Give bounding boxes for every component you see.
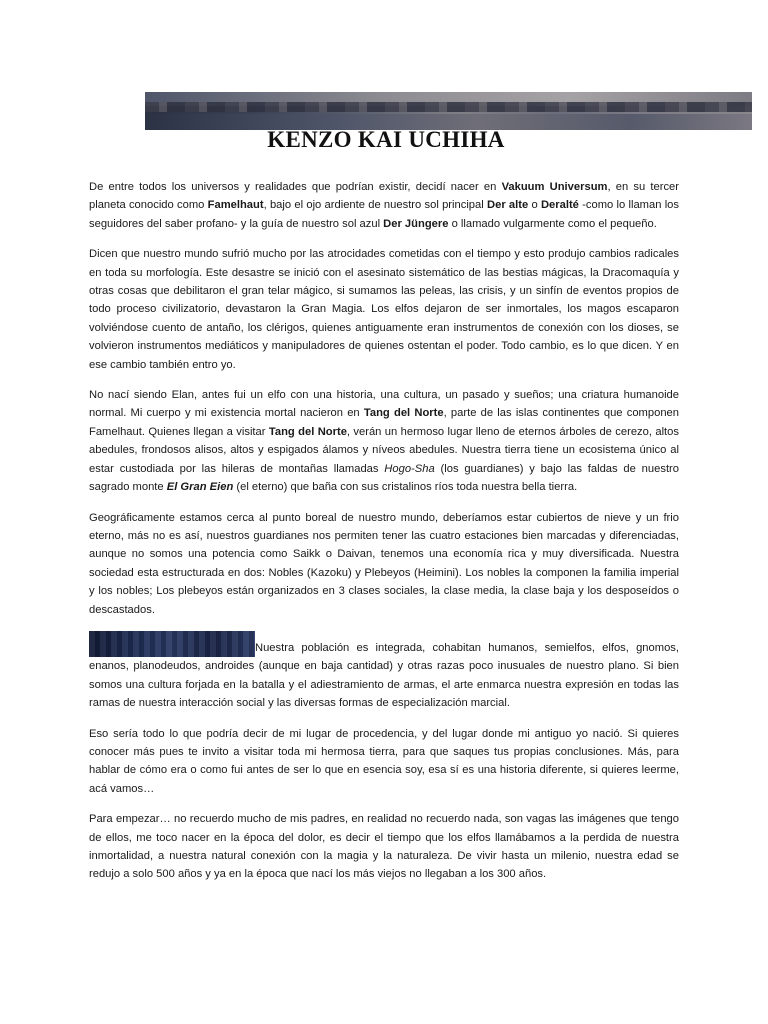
text-run: , verán un hermoso lugar lleno de eternos árboles de cerezo, altos abedules, frondosos alisos, altos y espigados álamos y níveos abedules. Nuestra tierra tiene un ecosistema único al estar custodiada por las hileras de montañas llamadas [89,425,679,475]
text-run: De entre todos los universos y realidades que podrían existir, decidí nacer en [89,181,502,193]
paragraph-1 [89,178,679,233]
document-body [89,178,679,896]
bold-term: Tang del Norte [268,425,347,438]
bold-italic-term: El Gran Eien [166,481,234,494]
bold-term: Deralté [540,199,579,212]
text-run: , en su tercer planeta conocido como [89,181,680,212]
paragraph-3 [89,386,679,496]
paragraph-4: Geográficamente estamos cerca al punto boreal de nuestro mundo, deberíamos estar cubiertos de nieve y un frio eterno, más no es así, nuestros guardianes nos permiten tener las cuatro estaciones bien marcadas y diferenciadas, aunque no somos una potencia como Saikk o Daivan, tenemos una economía rica y muy diversificada. Nuestra sociedad esta estructurada en dos: Nobles (Kazoku) y Plebeyos (Heimini). Los nobles la componen la familia imperial y los nobles; Los plebeyos están organizados en 3 clases sociales, la clase media, la clase baja y los desposeídos o descastados. [89,511,679,616]
text-run: o [528,199,541,212]
document-title: KENZO KAI UCHIHA [267,127,505,152]
inline-image [89,631,255,657]
text-run: (los guardianes) y bajo las faldas de nuestro sagrado monte [89,462,679,494]
bold-term: Famelhaut [207,199,264,212]
paragraph-7: Para empezar… no recuerdo mucho de mis padres, en realidad no recuerdo nada, son vagas las imágenes que tengo de ellos, me toco nacer en la época del dolor, es decir el tiempo que los elfos llamábamos a la perdida de nuestra inmortalidad, a nuestra natural conexión con la magia y la naturaleza. De vivir hasta un milenio, nuestra edad se redujo a solo 500 años y ya en la época que nací los más viejos no llegaban a los 300 años. [89,813,679,881]
italic-term: Hogo-Sha [384,462,435,475]
text-run: o llamado vulgarmente como el pequeño. [448,217,657,230]
bold-term: Der alte [487,199,529,212]
paragraph-5 [89,631,679,713]
paragraph-6: Eso sería todo lo que podría decir de mi lugar de procedencia, y del lugar donde mi antiguo yo nació. Si quieres conocer más pues te invito a visitar toda mi hermosa tierra, para que saques tus propias conclusiones. Más, para hablar de cómo era o como fui antes de ser lo que en esencia soy, esa sí es una historia diferente, si quieres leerme, acá vamos… [89,727,679,795]
text-run: , bajo el ojo ardiente de nuestro sol principal [263,199,488,212]
banner-mountain-ridge [145,102,752,112]
text-run: No nací siendo Elan, antes fui un elfo con una historia, una cultura, un pasado y sueños; una criatura humanoide normal. Mi cuerpo y mi existencia mortal nacieron en [89,389,679,420]
text-run: -como lo llaman los seguidores del saber profano- y la guía de nuestro sol azul [89,199,680,230]
text-run: Nuestra población es integrada, cohabitan humanos, semielfos, elfos, gnomos, enanos, planodeudos, androides (aunque en baja cantidad) y otras razas poco inusuales de nuestro plano. Si bien somos una cultura forjada en la batalla y el adiestramiento de armas, el arte enmarca nuestra expresión en todas las ramas de nuestra interacción social y las diversas formas de especialización marcial. [89,641,679,710]
text-run: , parte de las islas continentes que componen Famelhaut. Quienes llegan a visitar [89,407,679,438]
text-run: (el eterno) que baña con sus cristalinos ríos toda nuestra bella tierra. [233,481,578,494]
bold-term: Vakuum Universum [501,181,608,193]
paragraph-2: Dicen que nuestro mundo sufrió mucho por las atrocidades cometidas con el tiempo y esto produjo cambios radicales en toda su morfología. Este desastre se inició con el asesinato sistemático de las bestias mágicas, la Dracomaquía y otras cosas que debilitaron el gran telar mágico, si sumamos las peleas, las crisis, y un sinfín de eventos propios de todo proceso civilizatorio, devastaron la Gran Magia. Los elfos dejaron de ser inmortales, los magos escaparon volviéndose cuento de antaño, los clérigos, quienes antiguamente eran instrumentos de conexión con los dioses, se volvieron instrumentos mediáticos y manipuladores de quienes ostentan el poder. Todo cambio, es lo que dicen. Y en ese cambio también entro yo. [89,248,679,371]
header-banner-image [145,92,752,130]
bold-term: Der Jüngere [383,217,449,230]
bold-term: Tang del Norte [363,407,444,420]
